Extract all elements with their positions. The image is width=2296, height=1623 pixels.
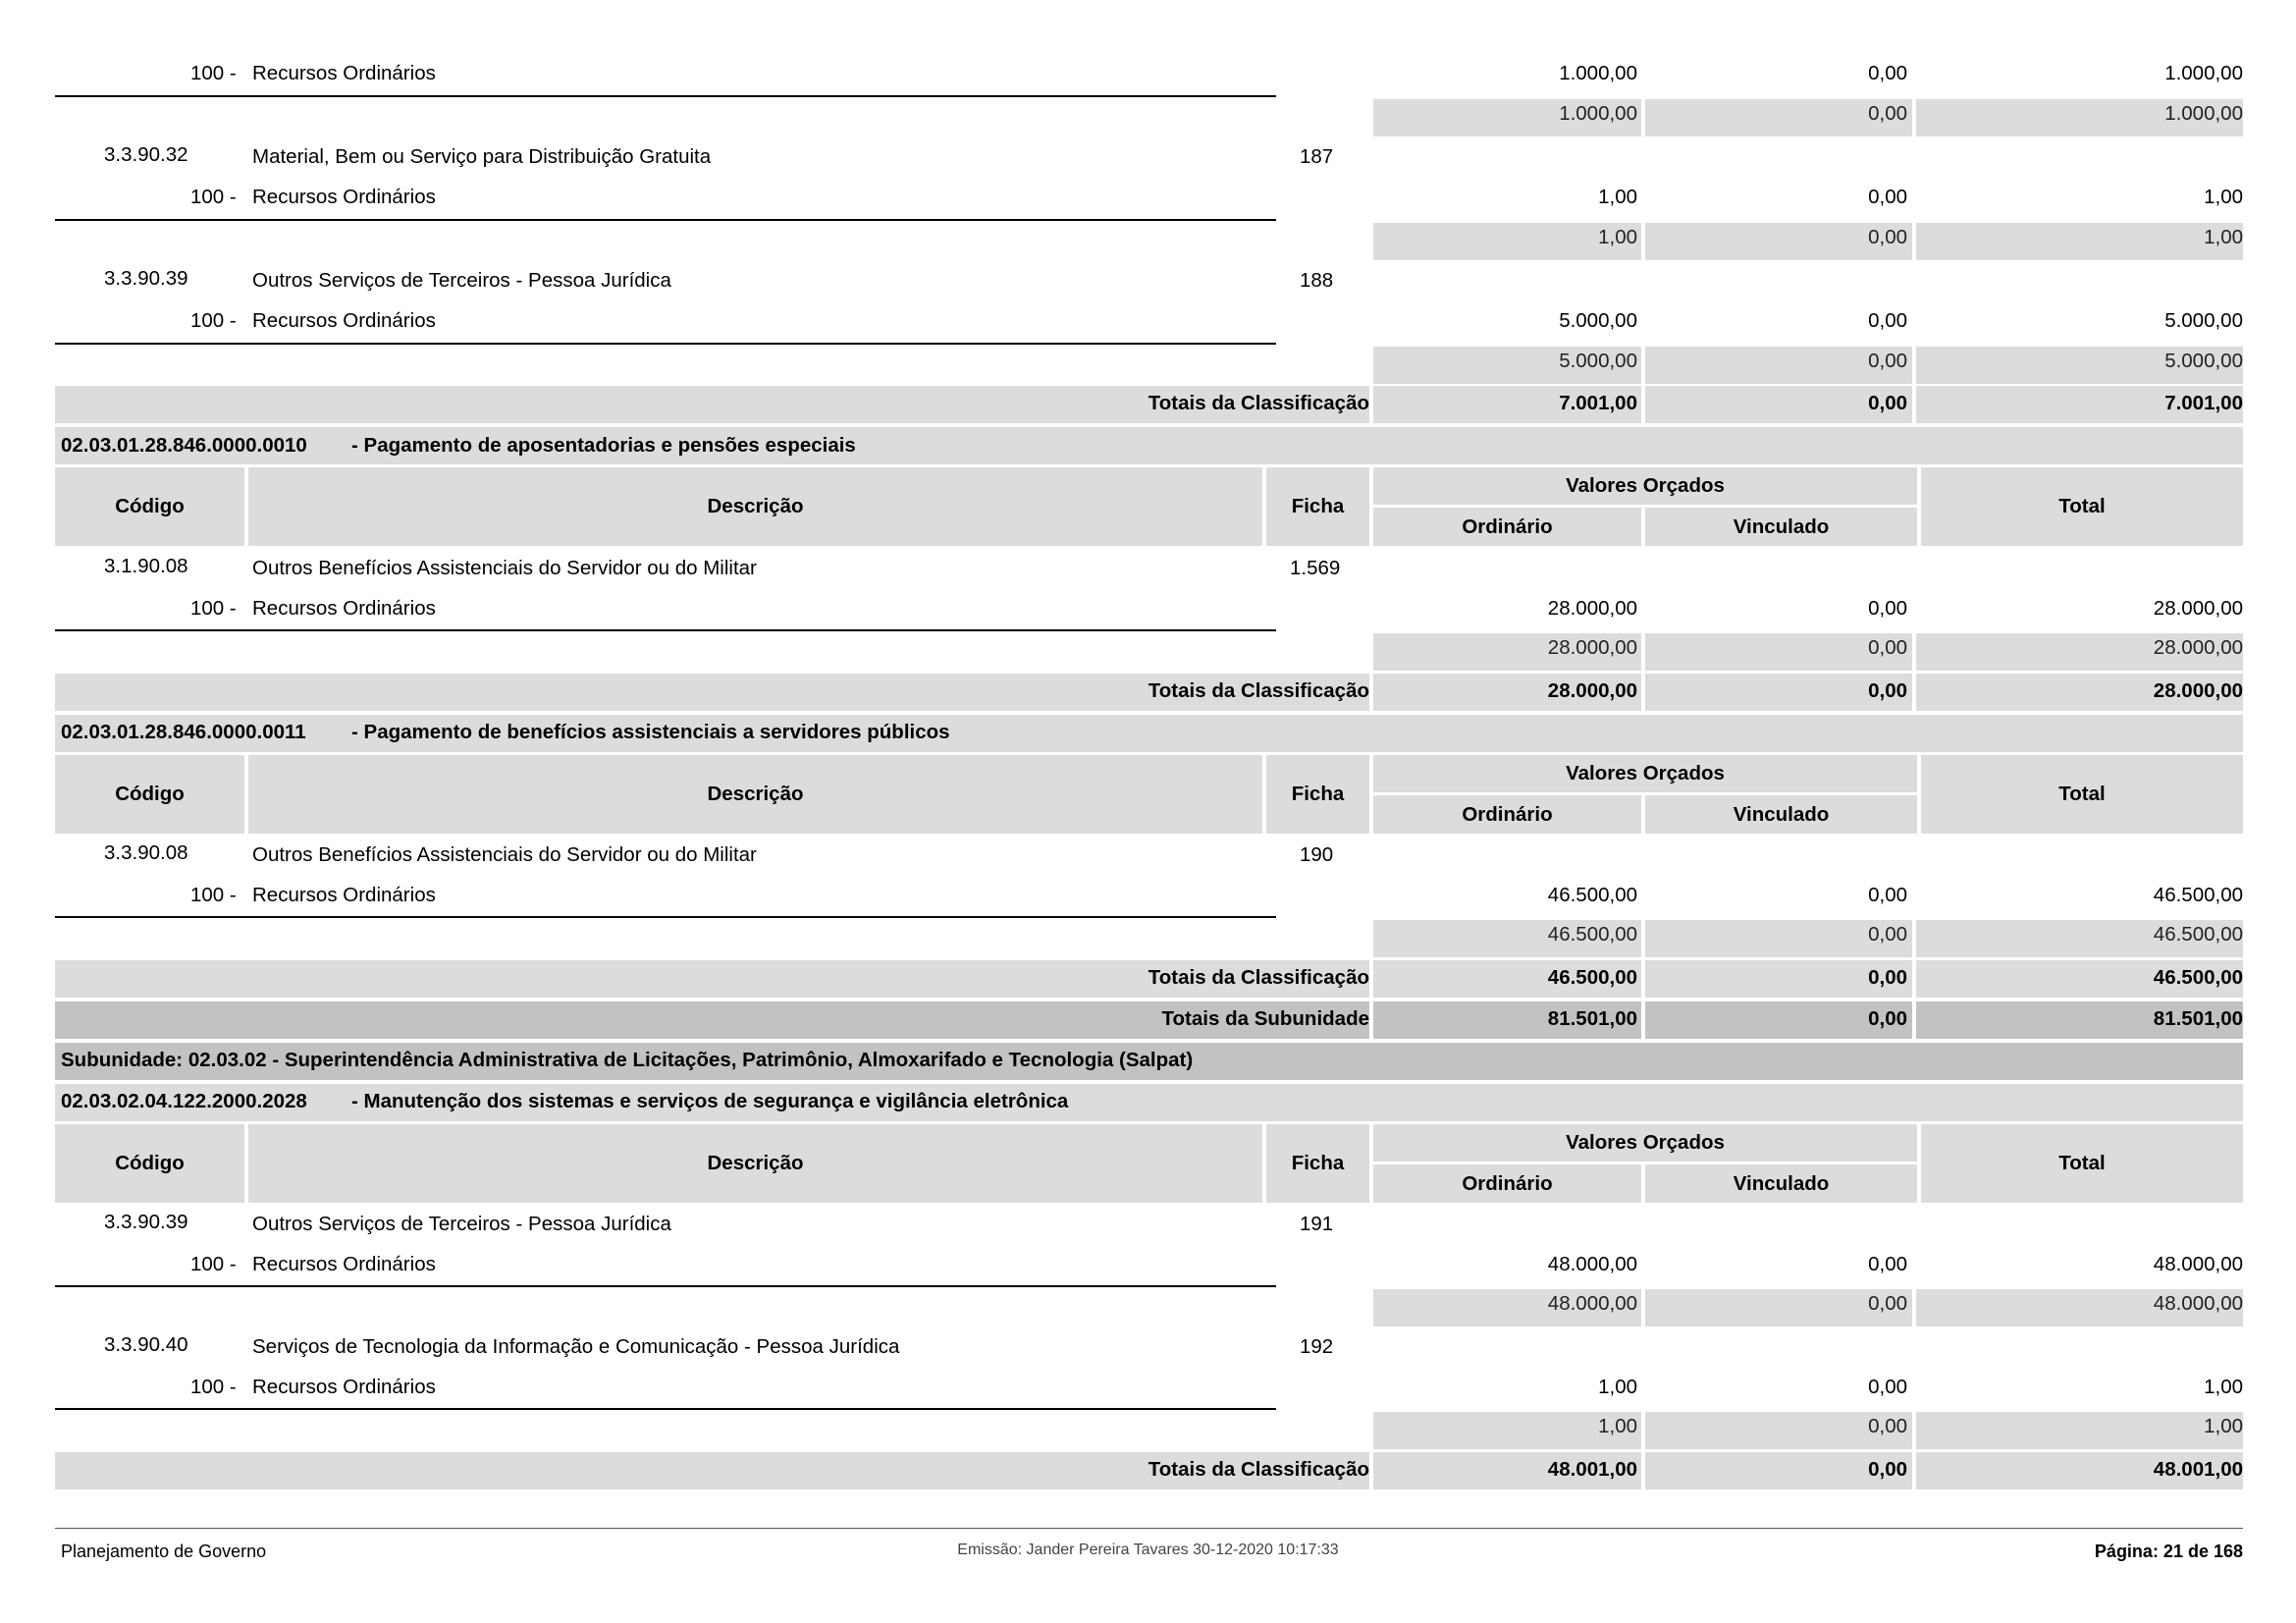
col-descricao: Descrição: [707, 1152, 804, 1174]
divider: [55, 1285, 1276, 1287]
divider: [55, 916, 1276, 918]
footer-rule: [55, 1528, 2243, 1529]
col-ficha: Ficha: [1291, 783, 1345, 805]
col-vinculado: Vinculado: [1733, 802, 1830, 826]
col-descricao: Descrição: [707, 783, 804, 805]
col-valores: Valores Orçados: [1566, 762, 1725, 784]
col-ordinario: Ordinário: [1462, 802, 1553, 826]
col-ordinario: Ordinário: [1462, 1171, 1553, 1195]
col-vinculado: Vinculado: [1733, 1171, 1830, 1195]
col-total: Total: [2058, 783, 2106, 805]
col-codigo: Código: [115, 783, 185, 805]
divider: [55, 95, 1276, 97]
col-valores: Valores Orçados: [1566, 474, 1725, 497]
col-ficha: Ficha: [1291, 1152, 1345, 1174]
col-valores: Valores Orçados: [1566, 1131, 1725, 1154]
divider: [55, 343, 1276, 345]
col-total: Total: [2058, 1152, 2106, 1174]
col-vinculado: Vinculado: [1733, 514, 1830, 538]
col-codigo: Código: [115, 495, 185, 517]
divider: [55, 219, 1276, 221]
col-codigo: Código: [115, 1152, 185, 1174]
col-ordinario: Ordinário: [1462, 514, 1553, 538]
divider: [55, 629, 1276, 631]
col-total: Total: [2058, 495, 2106, 517]
footer-center: Emissão: Jander Pereira Tavares 30-12-2020 10:17:33: [957, 1542, 1339, 1558]
col-ficha: Ficha: [1291, 495, 1345, 517]
divider: [55, 1408, 1276, 1410]
footer-page: Página: 21 de 168: [2094, 1542, 2243, 1561]
footer-left: Planejamento de Governo: [61, 1542, 267, 1561]
col-descricao: Descrição: [707, 495, 804, 517]
